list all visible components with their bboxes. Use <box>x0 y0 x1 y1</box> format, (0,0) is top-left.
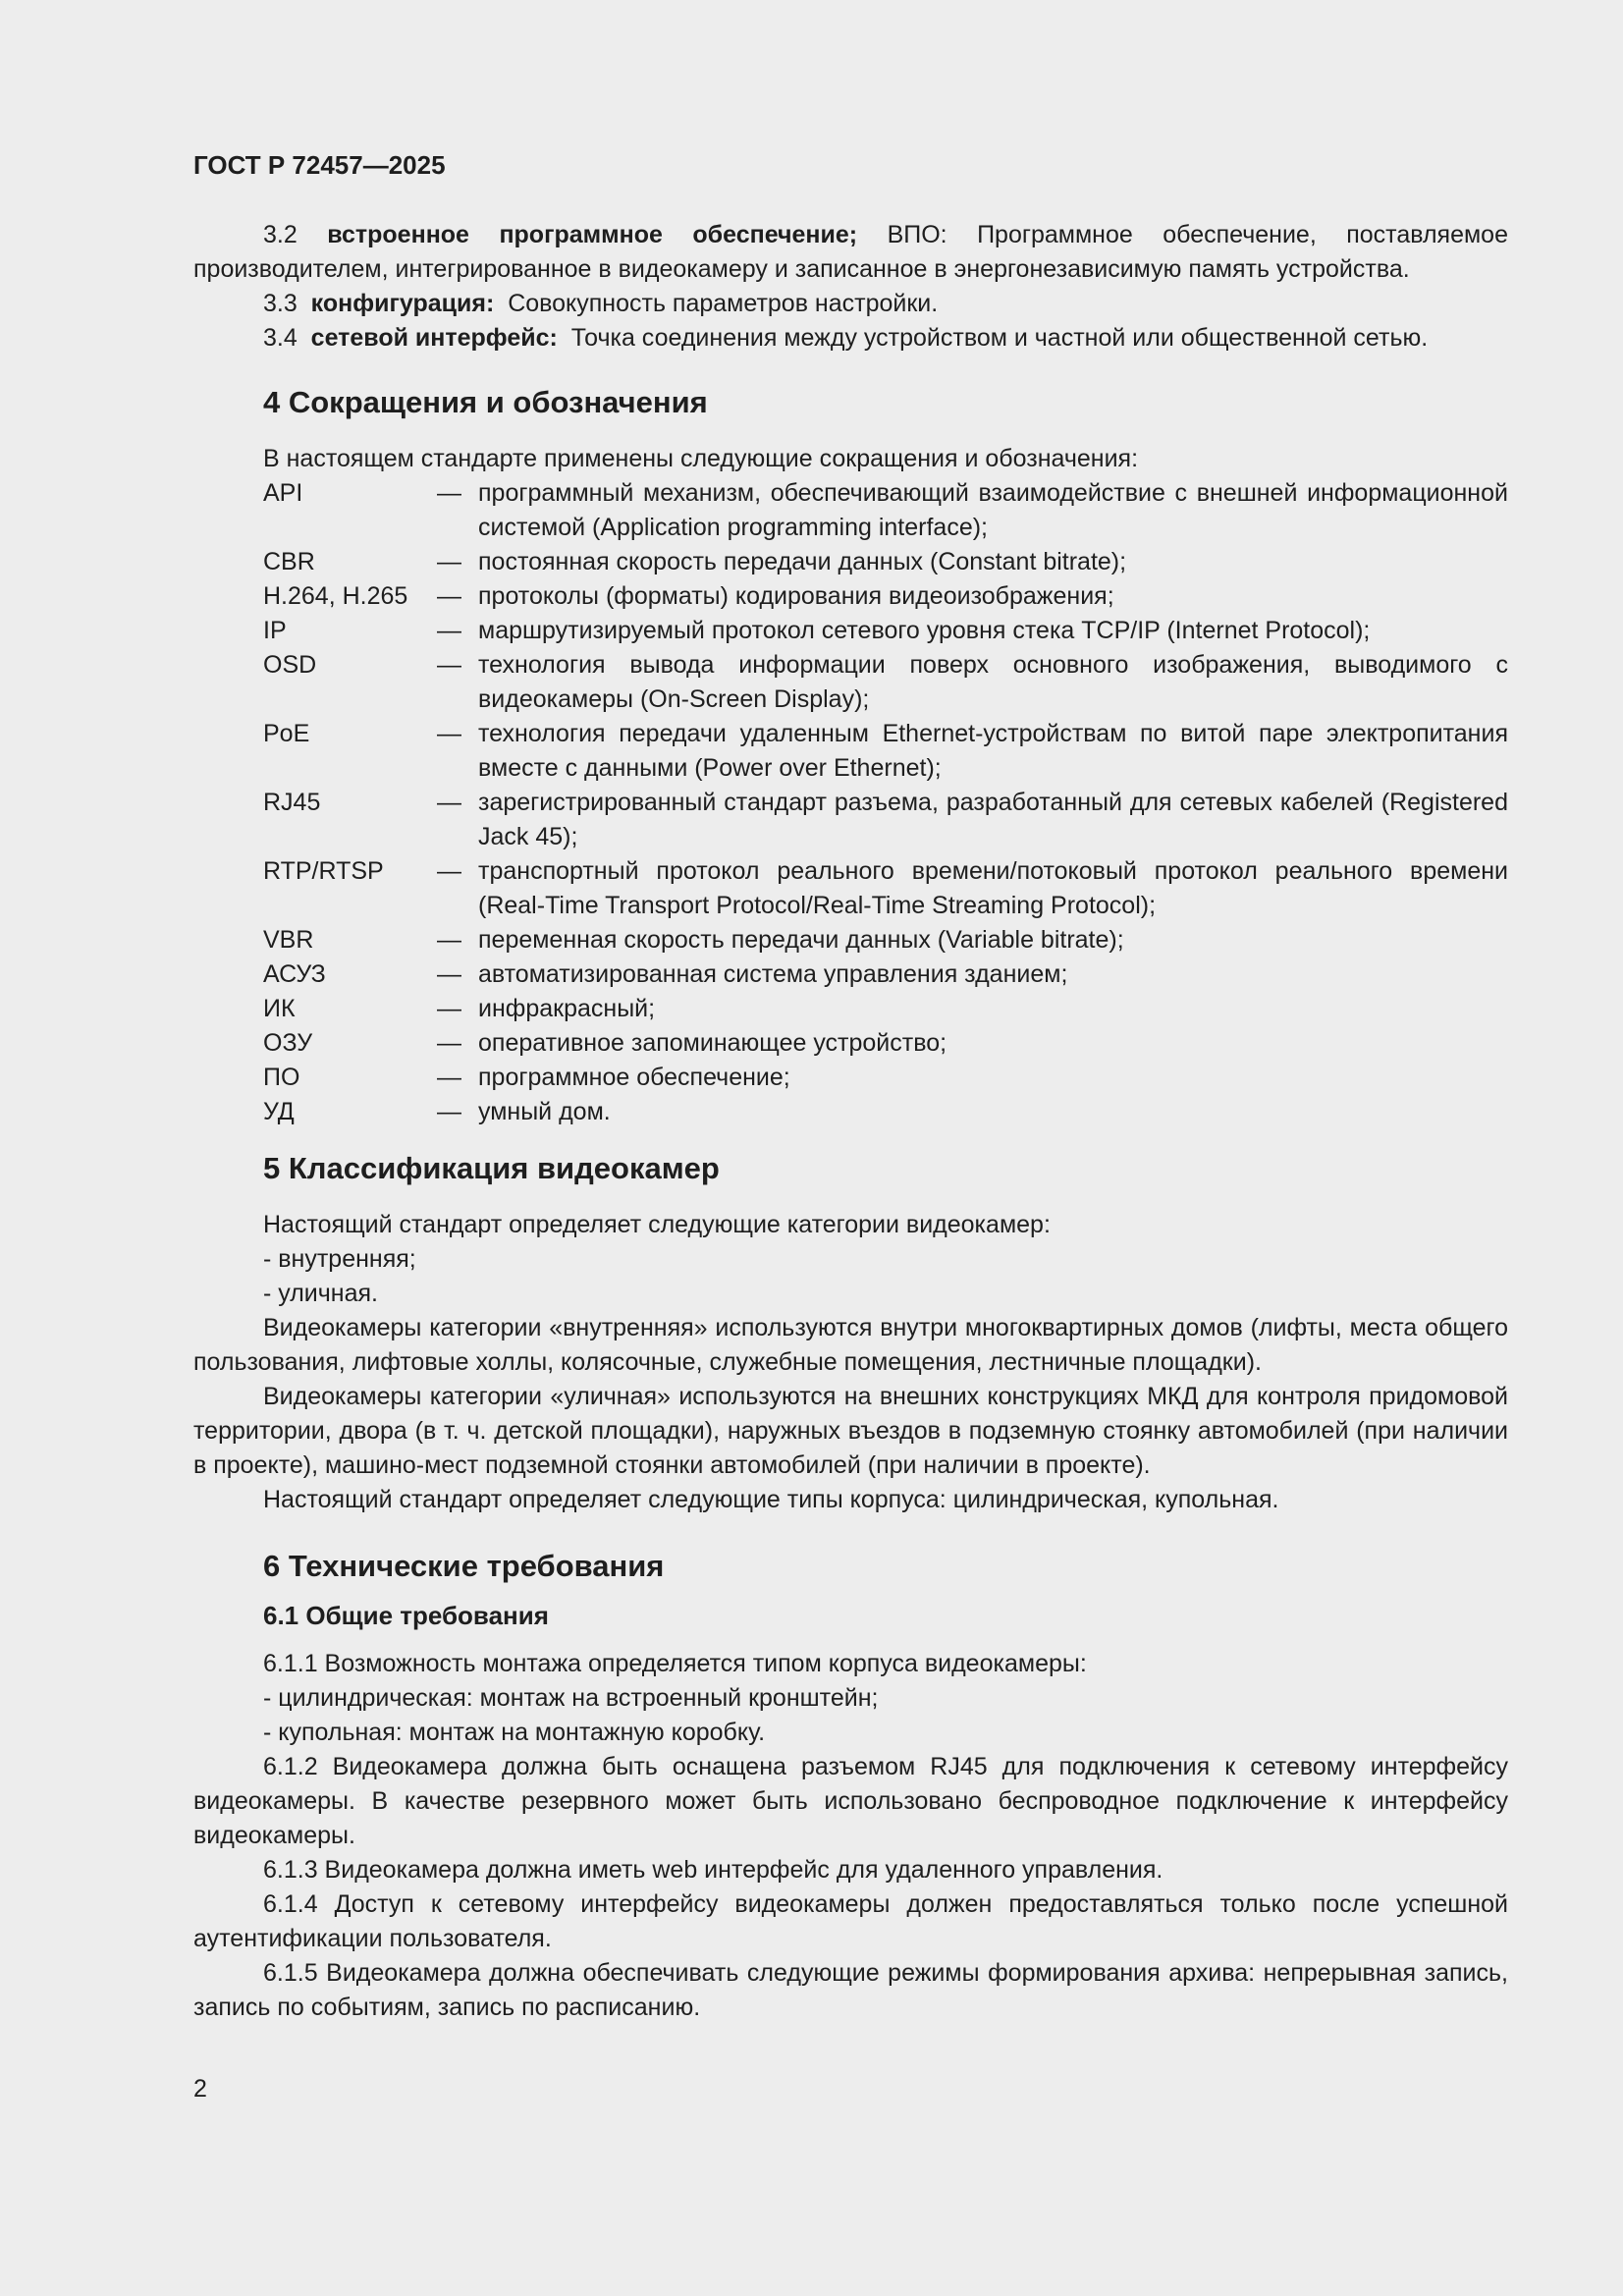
abbreviation-definition: программное обеспечение; <box>478 1064 790 1091</box>
term-number: 3.4 <box>263 324 298 352</box>
abbreviation-term: ОЗУ <box>263 1029 313 1057</box>
abbreviation-term: RTP/RTSP <box>263 857 384 885</box>
abbreviation-term: VBR <box>263 926 314 954</box>
abbreviation-list <box>193 476 1508 1129</box>
term-definition: ВПО: Программное обеспечение, поставляемое производителем, интегрированное в видеокамеру и записанное в энергонезависимую память устройства. <box>193 221 1508 283</box>
term-number: 3.2 <box>263 221 298 248</box>
abbreviation-definition: маршрутизируемый протокол сетевого уровня стека TCP/IP (Internet Protocol); <box>478 617 1371 644</box>
abbreviation-term: H.264, H.265 <box>263 582 408 610</box>
paragraph: Настоящий стандарт определяет следующие типы корпуса: цилиндрическая, купольная. <box>263 1486 1279 1513</box>
section-4-intro: В настоящем стандарте применены следующие сокращения и обозначения: <box>263 445 1139 472</box>
term-definition: Совокупность параметров настройки. <box>508 290 939 317</box>
abbreviation-row <box>193 648 1508 717</box>
abbreviation-row <box>193 545 1508 579</box>
abbreviation-term: PoE <box>263 720 310 747</box>
abbreviation-dash: — <box>437 1064 461 1091</box>
abbreviation-row <box>193 786 1508 854</box>
term-name: конфигурация: <box>310 290 495 317</box>
abbreviation-definition: протоколы (форматы) кодирования видеоизображения; <box>478 582 1114 610</box>
abbreviation-term: CBR <box>263 548 315 575</box>
abbreviation-definition: автоматизированная система управления зданием; <box>478 960 1068 988</box>
list-item: - внутренняя; <box>263 1245 416 1273</box>
abbreviation-dash: — <box>437 926 461 954</box>
term-number: 3.3 <box>263 290 298 317</box>
abbreviation-dash: — <box>437 617 461 644</box>
abbreviation-definition: переменная скорость передачи данных (Variable bitrate); <box>478 926 1124 954</box>
term-3-3 <box>193 287 1508 321</box>
paragraph: Видеокамеры категории «внутренняя» используются внутри многоквартирных домов (лифты, места общего пользования, лифтовые холлы, колясочные, служебные помещения, лестничные площадки). <box>193 1314 1508 1376</box>
abbreviation-term: RJ45 <box>263 789 321 816</box>
abbreviation-term: OSD <box>263 651 317 679</box>
clause-6-1-4: 6.1.4 Доступ к сетевому интерфейсу видеокамеры должен предоставляться только после успешной аутентификации пользователя. <box>193 1890 1508 1952</box>
abbreviation-dash: — <box>437 1029 461 1057</box>
abbreviation-term: ПО <box>263 1064 300 1091</box>
abbreviation-definition: зарегистрированный стандарт разъема, разработанный для сетевых кабелей (Registered Jack 45); <box>478 789 1508 850</box>
abbreviation-row <box>193 1026 1508 1061</box>
abbreviation-row <box>193 614 1508 648</box>
abbreviation-definition: инфракрасный; <box>478 995 656 1022</box>
abbreviation-term: УД <box>263 1098 295 1125</box>
abbreviation-row <box>193 579 1508 614</box>
clause-6-1-1: 6.1.1 Возможность монтажа определяется типом корпуса видеокамеры: <box>263 1650 1087 1677</box>
abbreviation-row <box>193 923 1508 957</box>
abbreviation-term: IP <box>263 617 287 644</box>
abbreviation-row <box>193 992 1508 1026</box>
clause-6-1-2: 6.1.2 Видеокамера должна быть оснащена разъемом RJ45 для подключения к сетевому интерфейсу видеокамеры. В качестве резервного может быть использовано беспроводное подключение к интерфейсу видеокамеры. <box>193 1753 1508 1849</box>
abbreviation-term: АСУЗ <box>263 960 326 988</box>
abbreviation-dash: — <box>437 651 461 679</box>
paragraph: Видеокамеры категории «уличная» используются на внешних конструкциях МКД для контроля придомовой территории, двора (в т. ч. детской площадки), наружных въездов в подземную стоянку автомобилей (при наличии в проекте), машино-мест подземной стоянки автомобилей (при наличии в проекте). <box>193 1383 1508 1479</box>
term-name: сетевой интерфейс: <box>310 324 558 352</box>
term-3-2 <box>193 218 1508 287</box>
abbreviation-dash: — <box>437 789 461 816</box>
abbreviation-dash: — <box>437 548 461 575</box>
section-6-title: 6 Технические требования <box>263 1549 665 1583</box>
abbreviation-row <box>193 1061 1508 1095</box>
abbreviation-dash: — <box>437 995 461 1022</box>
abbreviation-row <box>193 476 1508 545</box>
abbreviation-definition: постоянная скорость передачи данных (Constant bitrate); <box>478 548 1127 575</box>
abbreviation-definition: умный дом. <box>478 1098 611 1125</box>
term-name: встроенное программное обеспечение; <box>327 221 858 248</box>
clause-6-1-3: 6.1.3 Видеокамера должна иметь web интерфейс для удаленного управления. <box>263 1856 1163 1884</box>
abbreviation-term: ИК <box>263 995 296 1022</box>
abbreviation-row <box>193 1095 1508 1129</box>
document-id: ГОСТ Р 72457—2025 <box>193 150 446 180</box>
abbreviation-dash: — <box>437 857 461 885</box>
abbreviation-dash: — <box>437 960 461 988</box>
section-5-intro: Настоящий стандарт определяет следующие категории видеокамер: <box>263 1211 1051 1238</box>
abbreviation-term: API <box>263 479 303 507</box>
abbreviation-dash: — <box>437 479 461 507</box>
abbreviation-definition: технология вывода информации поверх основного изображения, выводимого с видеокамеры (On-Screen Display); <box>478 651 1508 713</box>
abbreviation-row <box>193 957 1508 992</box>
abbreviation-dash: — <box>437 582 461 610</box>
list-item: - уличная. <box>263 1280 378 1307</box>
section-5-title: 5 Классификация видеокамер <box>263 1151 720 1185</box>
page-content <box>193 147 1508 2025</box>
term-3-4 <box>193 321 1508 355</box>
term-definition: Точка соединения между устройством и частной или общественной сетью. <box>570 324 1429 352</box>
abbreviation-row <box>193 717 1508 786</box>
list-item: - купольная: монтаж на монтажную коробку. <box>263 1719 766 1746</box>
page-number: 2 <box>193 2075 207 2103</box>
abbreviation-definition: технология передачи удаленным Ethernet-устройствам по витой паре электропитания вместе с данными (Power over Ethernet); <box>478 720 1508 782</box>
clause-6-1-5: 6.1.5 Видеокамера должна обеспечивать следующие режимы формирования архива: непрерывная запись, запись по событиям, запись по расписанию. <box>193 1959 1508 2021</box>
abbreviation-definition: транспортный протокол реального времени/потоковый протокол реального времени (Real-Time Transport Protocol/Real-Time Streaming Protocol); <box>478 857 1508 919</box>
list-item: - цилиндрическая: монтаж на встроенный кронштейн; <box>263 1684 879 1712</box>
subsection-6-1-title: 6.1 Общие требования <box>263 1601 549 1630</box>
abbreviation-dash: — <box>437 1098 461 1125</box>
abbreviation-row <box>193 854 1508 923</box>
abbreviation-dash: — <box>437 720 461 747</box>
abbreviation-definition: оперативное запоминающее устройство; <box>478 1029 947 1057</box>
section-4-title: 4 Сокращения и обозначения <box>263 385 708 419</box>
abbreviation-definition: программный механизм, обеспечивающий взаимодействие с внешней информационной системой (Application programming interface); <box>478 479 1508 541</box>
